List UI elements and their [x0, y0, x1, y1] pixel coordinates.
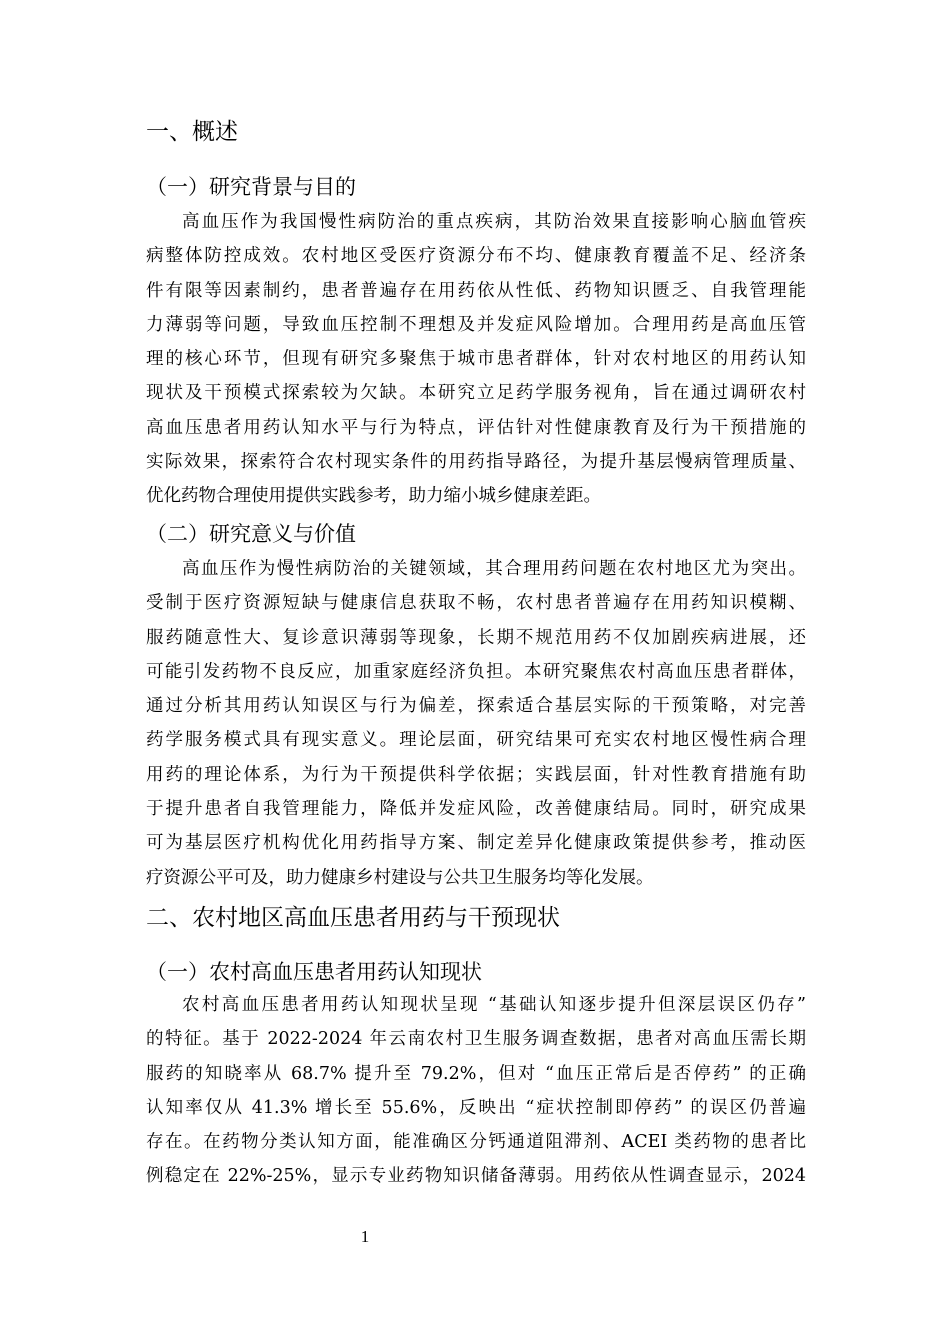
- section-heading-status: 二、农村地区高血压患者用药与干预现状: [146, 905, 560, 931]
- paragraph-line: 用药的理论体系，为行为干预提供科学依据；实践层面，针对性教育措施有助: [146, 764, 806, 785]
- paragraph-line: 理的核心环节，但现有研究多聚焦于城市患者群体，针对农村地区的用药认知: [146, 349, 806, 370]
- page-number: 1: [360, 1227, 370, 1246]
- paragraph-line: 服药随意性大、复诊意识薄弱等现象，长期不规范用药不仅加剧疾病进展，还: [146, 627, 806, 648]
- paragraph-line: 认知率仅从 41.3% 增长至 55.6%，反映出 “症状控制即停药” 的误区仍普遍: [146, 1097, 806, 1118]
- paragraph-line: 于提升患者自我管理能力，降低并发症风险，改善健康结局。同时，研究成果: [146, 799, 806, 820]
- paragraph-line: 药学服务模式具有现实意义。理论层面，研究结果可充实农村地区慢性病合理: [146, 730, 806, 751]
- subsection-heading-cognition: （一）农村高血压患者用药认知现状: [146, 960, 482, 984]
- paragraph-line: 件有限等因素制约，患者普遍存在用药依从性低、药物知识匮乏、自我管理能: [146, 280, 806, 301]
- paragraph-line: 力薄弱等问题，导致血压控制不理想及并发症风险增加。合理用药是高血压管: [146, 314, 806, 335]
- paragraph-line: 实际效果，探索符合农村现实条件的用药指导路径，为提升基层慢病管理质量、: [146, 452, 806, 473]
- paragraph-line: 可为基层医疗机构优化用药指导方案、制定差异化健康政策提供参考，推动医: [146, 833, 806, 854]
- paragraph-line: 病整体防控成效。农村地区受医疗资源分布不均、健康教育覆盖不足、经济条: [146, 246, 806, 267]
- paragraph-line: 现状及干预模式探索较为欠缺。本研究立足药学服务视角，旨在通过调研农村: [146, 383, 806, 404]
- subsection-heading-background: （一）研究背景与目的: [146, 175, 356, 199]
- section-heading-overview: 一、概述: [146, 119, 238, 145]
- paragraph-line: 通过分析其用药认知误区与行为偏差，探索适合基层实际的干预策略，对完善: [146, 696, 806, 717]
- paragraph-line: 存在。在药物分类认知方面，能准确区分钙通道阻滞剂、ACEI 类药物的患者比: [146, 1132, 806, 1153]
- paragraph-line: 例稳定在 22%-25%，显示专业药物知识储备薄弱。用药依从性调查显示，2024: [146, 1166, 806, 1187]
- paragraph-background: [146, 205, 806, 514]
- paragraph-line: 服药的知晓率从 68.7% 提升至 79.2%，但对 “血压正常后是否停药” 的正确: [146, 1063, 806, 1084]
- paragraph-line: 农村高血压患者用药认知现状呈现 “基础认知逐步提升但深层误区仍存”: [182, 995, 806, 1015]
- paragraph-line: 的特征。基于 2022-2024 年云南农村卫生服务调查数据，患者对高血压需长期: [146, 1029, 806, 1050]
- paragraph-line: 高血压作为我国慢性病防治的重点疾病，其防治效果直接影响心脑血管疾: [182, 212, 806, 232]
- paragraph-cognition: [146, 988, 806, 1194]
- paragraph-line: 优化药物合理使用提供实践参考，助力缩小城乡健康差距。: [146, 486, 601, 507]
- paragraph-line: 疗资源公平可及，助力健康乡村建设与公共卫生服务均等化发展。: [146, 867, 654, 888]
- paragraph-line: 可能引发药物不良反应，加重家庭经济负担。本研究聚焦农村高血压患者群体，: [146, 661, 806, 682]
- paragraph-line: 高血压作为慢性病防治的关键领域，其合理用药问题在农村地区尤为突出。: [182, 559, 806, 579]
- paragraph-significance: [146, 552, 806, 895]
- paragraph-line: 受制于医疗资源短缺与健康信息获取不畅，农村患者普遍存在用药知识模糊、: [146, 593, 806, 614]
- subsection-heading-significance: （二）研究意义与价值: [146, 522, 356, 546]
- paragraph-line: 高血压患者用药认知水平与行为特点，评估针对性健康教育及行为干预措施的: [146, 417, 806, 438]
